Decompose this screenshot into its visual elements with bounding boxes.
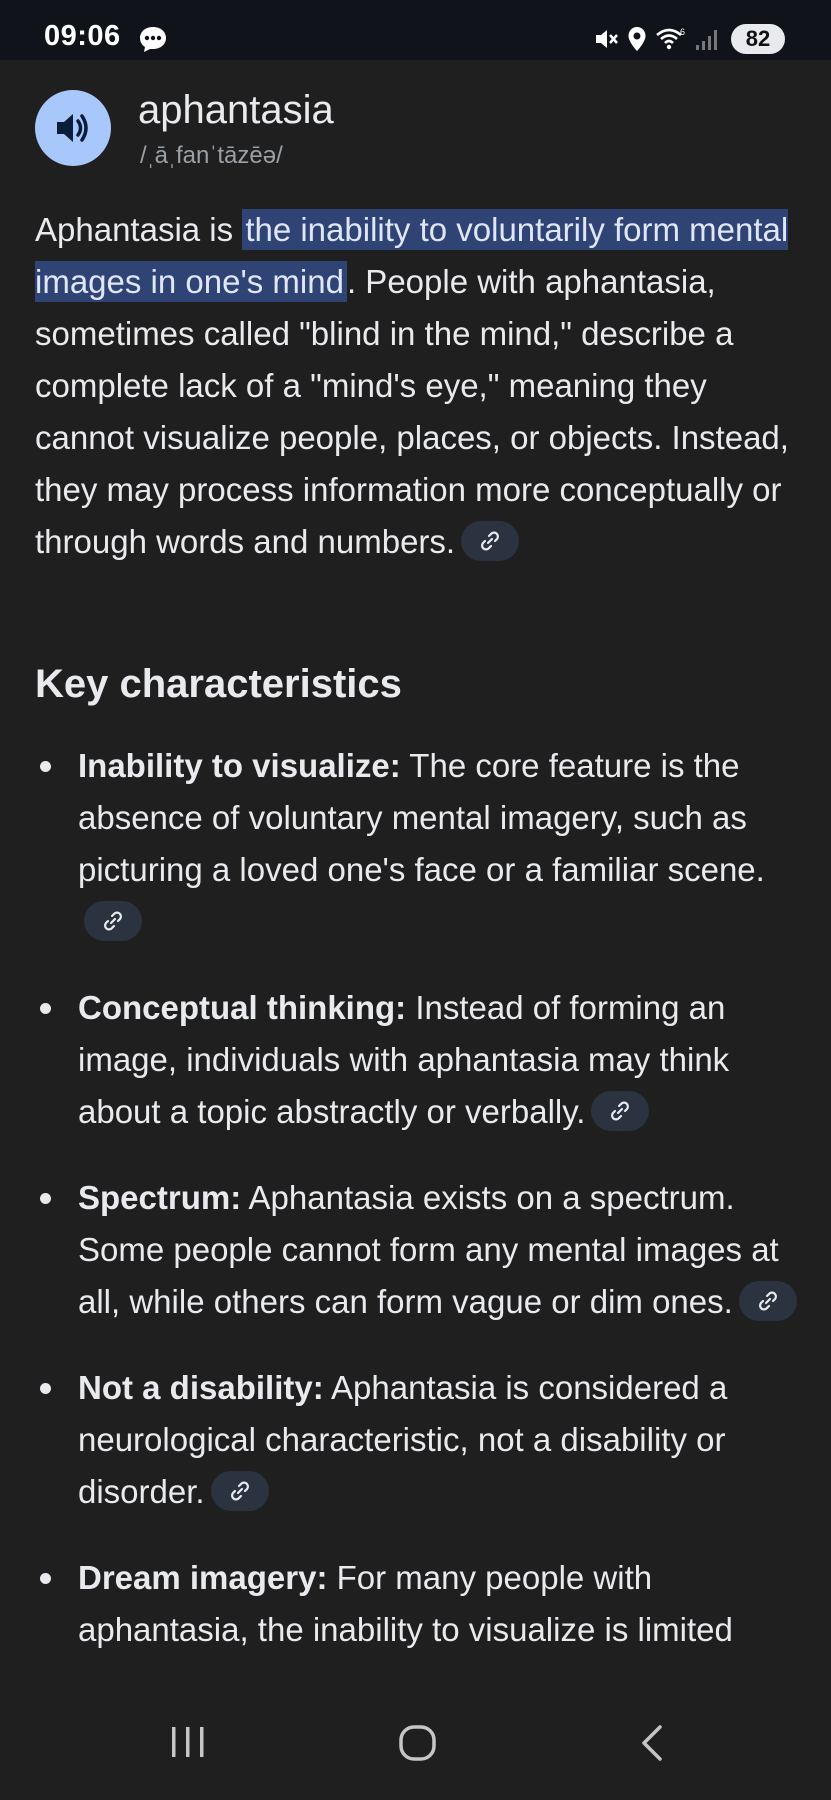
svg-text:6: 6 — [680, 27, 686, 37]
definition-rest: . People with aphantasia, sometimes called "blind in the mind," describe a complete lack of a "mind's eye," meaning they cannot visualize people, places, or objects. Instead, they may process information more conceptually or through words and numbers. — [35, 263, 789, 560]
status-time: 09:06 — [44, 20, 121, 52]
link-icon — [229, 1480, 251, 1502]
list-item-term: Conceptual thinking: — [78, 989, 407, 1026]
characteristics-list — [0, 740, 831, 1690]
speaker-icon — [53, 110, 93, 146]
definition-highlight[interactable]: the inability to voluntarily form mental images in one's mind — [35, 211, 789, 300]
citation-link[interactable] — [739, 1281, 797, 1321]
section-heading: Key characteristics — [35, 662, 402, 706]
list-item — [0, 740, 831, 948]
link-icon — [102, 910, 124, 932]
list-item — [0, 982, 831, 1138]
list-item — [0, 1172, 831, 1328]
citation-link[interactable] — [211, 1471, 269, 1511]
bullet-icon — [40, 1383, 51, 1394]
list-item-term: Dream imagery: — [78, 1559, 328, 1596]
list-item-term: Inability to visualize: — [78, 747, 401, 784]
list-item-text: Aphantasia is considered a neurological characteristic, not a disability or disorder. — [78, 1369, 728, 1510]
bullet-icon — [40, 1193, 51, 1204]
dictionary-content — [0, 60, 831, 1690]
system-nav-bar — [0, 1690, 831, 1800]
bullet-icon — [40, 761, 51, 772]
definition-prefix: Aphantasia is — [35, 211, 243, 248]
list-item-text: The core feature is the absence of voluntary mental imagery, such as picturing a loved one's face or a familiar scene. — [78, 747, 765, 888]
signal-icon — [695, 26, 719, 52]
status-icons — [593, 20, 785, 58]
status-bar — [0, 0, 831, 60]
bullet-icon — [40, 1573, 51, 1584]
pronunciation: /ˌāˌfanˈtāzēə/ — [140, 142, 283, 169]
mute-icon — [593, 26, 619, 52]
home-icon[interactable] — [398, 1724, 438, 1762]
pronounce-button[interactable] — [35, 90, 111, 166]
citation-link[interactable] — [591, 1091, 649, 1131]
recent-apps-icon[interactable] — [168, 1724, 208, 1760]
definition-paragraph — [35, 204, 795, 568]
chat-icon — [138, 25, 168, 53]
bullet-icon — [40, 1003, 51, 1014]
link-icon — [757, 1290, 779, 1312]
list-item — [0, 1362, 831, 1518]
location-icon — [627, 26, 647, 52]
list-item-term: Not a disability: — [78, 1369, 324, 1406]
citation-link[interactable] — [461, 521, 519, 561]
back-icon[interactable] — [636, 1724, 666, 1762]
battery-indicator: 82 — [731, 24, 785, 54]
list-item-text: Instead of forming an image, individuals with aphantasia may think about a topic abstractly or verbally. — [78, 989, 730, 1130]
list-item-text: Aphantasia exists on a spectrum. Some people cannot form any mental images at all, while others can form vague or dim ones. — [78, 1179, 779, 1320]
headword: aphantasia — [138, 88, 334, 132]
list-item-text: For many people with aphantasia, the inability to visualize is limited — [78, 1559, 733, 1648]
wifi-icon — [655, 26, 687, 52]
link-icon — [609, 1100, 631, 1122]
citation-link[interactable] — [84, 901, 142, 941]
list-item — [0, 1552, 831, 1656]
link-icon — [479, 530, 501, 552]
list-item-term: Spectrum: — [78, 1179, 242, 1216]
